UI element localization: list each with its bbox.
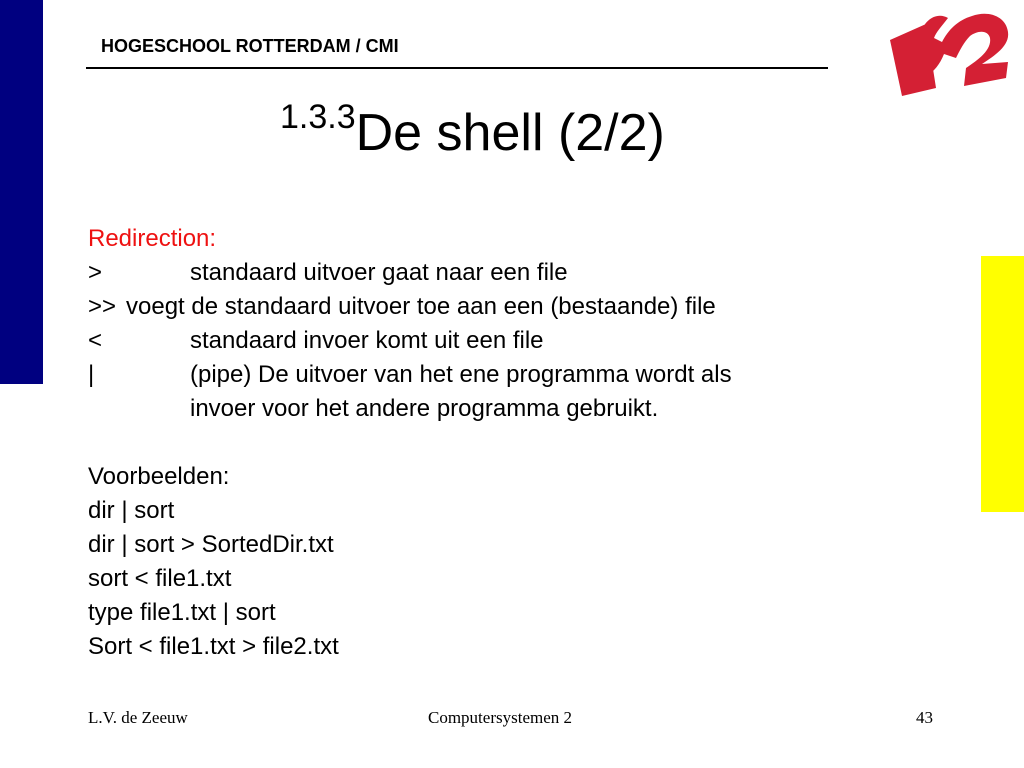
footer-page-number: 43 (916, 708, 933, 727)
institution-header: HOGESCHOOL ROTTERDAM / CMI (101, 36, 399, 56)
example-command: dir | sort > SortedDir.txt (88, 531, 334, 558)
redirect-item (88, 290, 958, 324)
footer-author: L.V. de Zeeuw (88, 708, 188, 727)
redirect-item (88, 256, 958, 290)
footer-course: Computersystemen 2 (428, 708, 573, 727)
redirection-heading: Redirection: (88, 225, 217, 252)
redirect-item (88, 358, 958, 392)
examples-heading: Voorbeelden: (88, 463, 230, 490)
redirect-item (88, 324, 958, 358)
redirect-operator: >> (88, 293, 117, 320)
example-command: dir | sort (88, 497, 175, 524)
redirect-operator: > (88, 259, 103, 286)
spacer (88, 426, 958, 460)
redirect-description-continuation: invoer voor het andere programma gebruikt. (190, 395, 659, 422)
example-command: type file1.txt | sort (88, 599, 276, 626)
slide-body (88, 222, 958, 664)
redirect-description: standaard invoer komt uit een file (190, 327, 544, 354)
example-command: sort < file1.txt (88, 565, 232, 592)
section-number: 1.3.3 (280, 98, 356, 136)
example-command: Sort < file1.txt > file2.txt (88, 633, 339, 660)
hogeschool-logo-icon (890, 6, 1018, 98)
redirect-operator: | (88, 361, 95, 388)
redirect-description: (pipe) De uitvoer van het ene programma wordt als (190, 361, 732, 388)
header-divider (86, 67, 828, 69)
title-text: De shell (2/2) (355, 104, 665, 162)
redirect-description: voegt de standaard uitvoer toe aan een (bestaande) file (126, 293, 716, 320)
slide-title (280, 98, 665, 162)
redirect-description: standaard uitvoer gaat naar een file (190, 259, 568, 286)
left-accent-bar (0, 0, 43, 384)
right-accent-bar (981, 256, 1024, 512)
redirect-operator: < (88, 327, 103, 354)
